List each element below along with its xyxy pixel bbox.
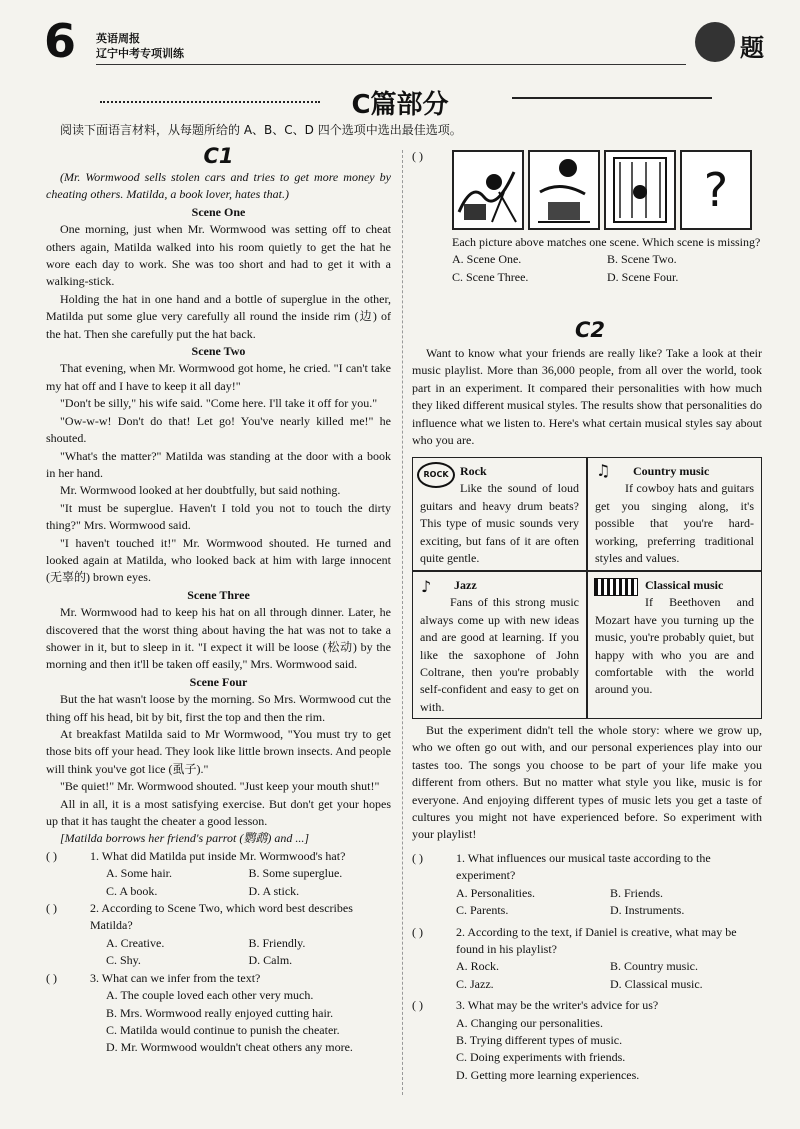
option[interactable]: B. Friendly. (248, 935, 306, 950)
style-title: Jazz (454, 578, 477, 592)
saxophone-icon: ♪ (421, 577, 432, 596)
option[interactable]: D. A stick. (248, 883, 300, 898)
option[interactable]: D. Calm. (248, 953, 293, 968)
style-cell-rock (412, 457, 587, 571)
option[interactable]: C. Doing experiments with friends. (456, 1050, 626, 1065)
option[interactable]: A. Personalities. (456, 885, 535, 900)
scene-three-heading: Scene Three (187, 587, 250, 602)
style-cell-jazz (412, 571, 587, 719)
scene-four-paragraph: But the hat wasn't loose by the morning. So Mrs. Wormwood cut the thing off his head, bit by bit, first the top and then the rim. (46, 692, 391, 724)
c2-q1-options (412, 885, 764, 920)
question-text: 3. What can we infer from the text? (90, 970, 261, 985)
title-rule-left (100, 101, 320, 103)
c2-intro: Want to know what your friends are really like? Take a look at their music playlist. More than 36,000 people, from all over the world, took part in an experiment. It compared their personalities with how much they liked different musical styles. The results show that personalities do influence what we listen to. Here's what certain musical styles say about who you are. (412, 346, 762, 448)
option[interactable]: C. Jazz. (456, 976, 494, 991)
c2-q3-options (412, 1015, 764, 1085)
scene-one-paragraph: Holding the hat in one hand and a bottle of superglue in the other, Matilda put some glue very carefully all round the inside rim (边) of the hat. Then she carefully put the hat back. (46, 291, 391, 341)
scene-picture-1 (452, 150, 524, 230)
option[interactable]: C. Scene Three. (452, 269, 529, 284)
style-title: Country music (633, 464, 710, 478)
option[interactable]: D. Classical music. (610, 976, 703, 991)
c2-label: C2 (574, 318, 606, 342)
question-text: 3. What may be the writer's advice for us? (456, 998, 659, 1013)
style-body: Like the sound of loud guitars and heavy drum beats? This type of music sounds very exciting, but fans of it are often quite gentle. (420, 481, 579, 566)
scene-two-paragraph: "What's the matter?" Matilda was standing at the door with a book in her hand. (46, 448, 391, 480)
scene-two-paragraph: That evening, when Mr. Wormwood got home, he cried. "I can't take my hat off and I have to keep it all day!" (46, 361, 391, 393)
answer-blank[interactable]: ( ) (412, 851, 423, 865)
option[interactable]: A. Creative. (106, 935, 165, 950)
answer-blank[interactable]: ( ) (46, 901, 57, 916)
scene-two-paragraph: Mr. Wormwood looked at her doubtfully, but said nothing. (60, 483, 341, 498)
option[interactable]: C. A book. (106, 883, 158, 898)
option[interactable]: A. Some hair. (106, 866, 172, 881)
header-subtitle: 辽宁中考专项训练 (96, 47, 184, 60)
scene-picture-3 (604, 150, 676, 230)
option[interactable]: A. Scene One. (452, 252, 522, 267)
option[interactable]: D. Instruments. (610, 903, 685, 918)
answer-blank[interactable]: ( ) (412, 924, 423, 939)
q4-paren[interactable]: ( ) (412, 149, 423, 163)
option[interactable]: B. Mrs. Wormwood really enjoyed cutting hair. (106, 1005, 334, 1020)
style-cell-country (587, 457, 762, 571)
scene-four-heading: Scene Four (189, 674, 248, 689)
answer-blank[interactable]: ( ) (46, 970, 57, 985)
c1-column (46, 143, 391, 1057)
scene-picture-2 (528, 150, 600, 230)
scene-two-paragraph: "I haven't touched it!" Mr. Wormwood shouted. He turned and looked again at Matilda, who looked back at him with large innocent (无辜的) brown eyes. (46, 535, 391, 585)
scene-one-paragraph: One morning, just when Mr. Wormwood was setting off to cheat others again, Matilda walked into his room quietly to get the hat he wore each day to work. She was too short and had to get it with a walking-stick. (46, 222, 391, 289)
c1-question-3 (46, 970, 391, 987)
mascot-logo (695, 22, 735, 62)
c2-question-2 (412, 924, 764, 959)
c2-q2-options (412, 958, 764, 993)
c1-q3-options (46, 987, 391, 1057)
question-mark: ? (703, 163, 729, 217)
c1-question-2 (46, 900, 391, 935)
piano-keys-icon (594, 578, 638, 596)
style-body: If Beethoven and Mozart have you turning up the music, you're probably quiet, but happy with who you are and comfortable with the world around you. (595, 595, 754, 697)
section-instruction: 阅读下面语言材料，从每题所给的 A、B、C、D 四个选项中选出最佳选项。 (60, 123, 462, 137)
scene-picture-missing (680, 150, 752, 230)
option[interactable]: C. Parents. (456, 903, 509, 918)
c1-label: C1 (203, 144, 234, 168)
question-text: 2. According to Scene Two, which word best describes Matilda? (90, 901, 353, 933)
header-right-title: 题 (740, 34, 764, 62)
option[interactable]: D. Scene Four. (607, 269, 679, 284)
option[interactable]: A. Rock. (456, 959, 499, 974)
scene-two-paragraph: "Ow-w-w! Don't do that! Let go! You've nearly killed me!" he shouted. (46, 413, 391, 446)
page-header (40, 14, 780, 72)
scene-one-heading: Scene One (191, 204, 246, 219)
option[interactable]: D. Mr. Wormwood wouldn't cheat others any more. (106, 1040, 353, 1055)
c1-q1-options (46, 865, 391, 900)
option[interactable]: C. Matilda would continue to punish the cheater. (106, 1022, 340, 1037)
option[interactable]: B. Country music. (610, 959, 699, 974)
rock-icon (417, 462, 455, 488)
option[interactable]: B. Friends. (610, 885, 664, 900)
c2-questions (412, 850, 764, 1084)
scene-four-paragraph: "Be quiet!" Mr. Wormwood shouted. "Just keep your mouth shut!" (60, 779, 380, 794)
option[interactable]: B. Trying different types of music. (456, 1033, 623, 1048)
scene-four-paragraph: All in all, it is a most satisfying exercise. But don't get your hopes up that it has taught the cheater a good lesson. (46, 796, 391, 829)
scene-two-heading: Scene Two (191, 344, 246, 359)
style-body: If cowboy hats and guitars get you singing along, it's possible that you're hard-working, preferring traditional styles and values. (595, 481, 754, 566)
column-divider (402, 150, 403, 1095)
q4-text: Each picture above matches one scene. Which scene is missing? (452, 235, 761, 249)
q4-options (452, 251, 762, 286)
option[interactable]: C. Shy. (106, 953, 141, 968)
question-text: 1. What did Matilda put inside Mr. Wormwood's hat? (90, 848, 346, 863)
scene-two-paragraph: "Don't be silly," his wife said. "Come here. I'll take it off for you." (60, 396, 378, 411)
rock-icon-label: ROCK (423, 470, 449, 479)
title-rule-right (512, 97, 712, 99)
style-title: Rock (460, 464, 487, 478)
style-cell-classical (587, 571, 762, 719)
scene-four-paragraph: At breakfast Matilda said to Mr Wormwood, "You must try to get those bits off your head. They look like little brown insects. And people will think you've got lice (虱子)." (46, 727, 391, 776)
scene-three-paragraph: Mr. Wormwood had to keep his hat on all through dinner. Later, he discovered that the worst thing about having the hat was not to take a shower in it, but to sleep in it. "I expect it will be loose (松动) by the morning and then it'll be taken off easily," Mrs. Wormwood said. (46, 605, 391, 672)
question-text: 1. What influences our musical taste according to the experiment? (456, 851, 711, 883)
guitar-icon: ♫ (596, 461, 611, 480)
c1-question-1 (46, 848, 391, 865)
answer-blank[interactable]: ( ) (412, 998, 423, 1013)
scene-two-paragraph: "It must be superglue. Haven't I told you not to touch the dirty thing?" Mrs. Wormwood said. (46, 500, 391, 533)
c1-intro: (Mr. Wormwood sells stolen cars and tries to get more money by cheating others. Matilda, a book lover, hates that.) (46, 170, 391, 202)
c1-q2-options (46, 935, 391, 970)
style-body: Fans of this strong music always come up with new ideas and are good at learning. If you like the saxophone of John Coltrane, then you're probably self-confident and easy to get on with. (420, 595, 579, 714)
header-rule (96, 64, 686, 65)
c2-question-3 (412, 997, 764, 1014)
q4-block (452, 234, 762, 286)
c1-note: [Matilda borrows her friend's parrot (鹦鹉) and ...] (60, 831, 310, 846)
c2-outro: But the experiment didn't tell the whole story: where we grow up, who we often go out with, and our personal experiences play into our tastes too. The songs you choose to be part of your life make you different from others. But no matter what style you like, music is for everyone. And enjoying different types of music lets you get a taste of cultures you might not have experienced before. So experiment with your playlist! (412, 723, 762, 842)
option[interactable]: B. Scene Two. (607, 252, 677, 267)
section-title: C篇部分 (351, 90, 449, 120)
answer-blank[interactable]: ( ) (46, 848, 57, 863)
style-title: Classical music (645, 578, 724, 592)
page-number: 6 (44, 14, 77, 68)
option[interactable]: B. Some superglue. (248, 866, 343, 881)
option[interactable]: A. Changing our personalities. (456, 1015, 603, 1030)
brand-label: 英语周报 (96, 32, 140, 45)
question-text: 2. According to the text, if Daniel is creative, what may be found in his playlist? (456, 924, 737, 957)
option[interactable]: A. The couple loved each other very much. (106, 988, 314, 1003)
c2-question-1 (412, 850, 764, 885)
option[interactable]: D. Getting more learning experiences. (456, 1067, 640, 1082)
